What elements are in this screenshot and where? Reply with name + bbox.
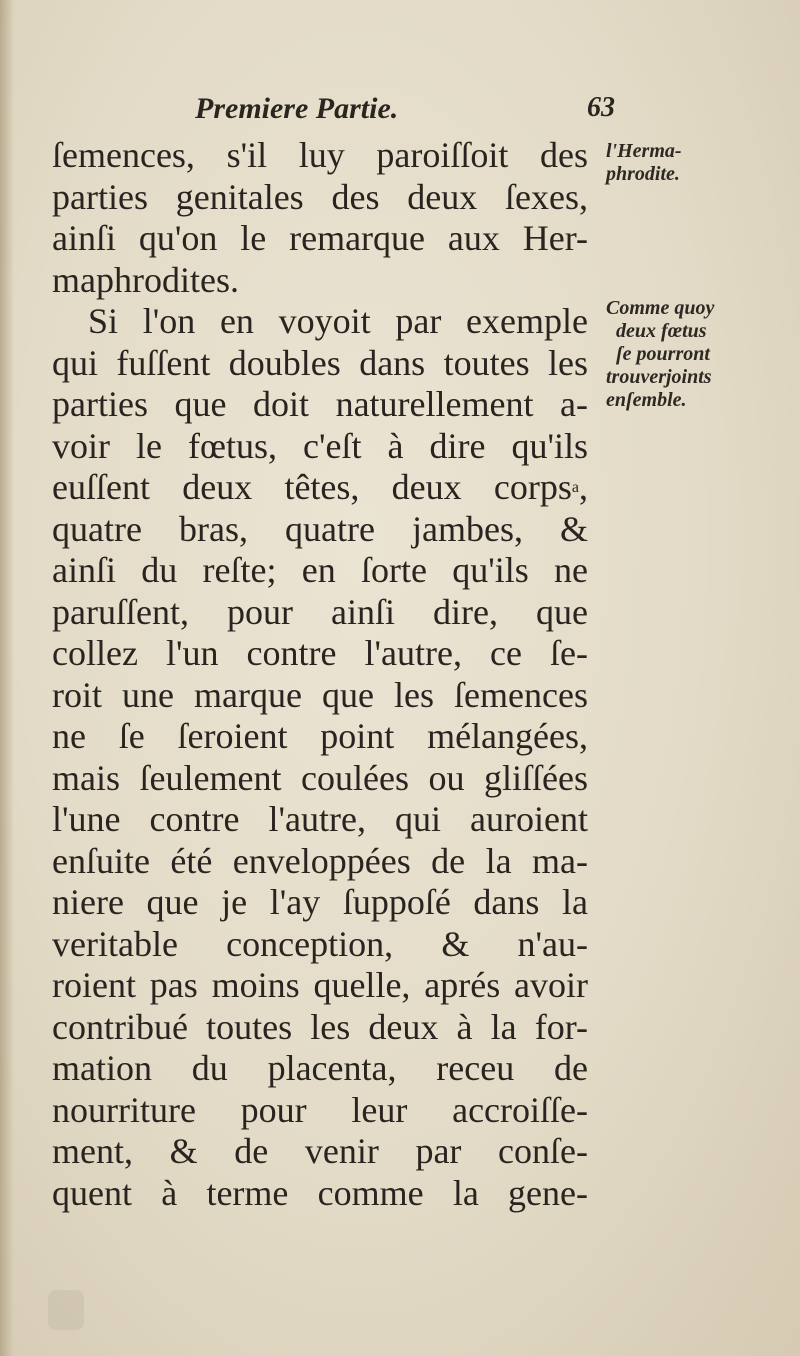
margin-note-twins [606, 297, 796, 412]
text-line: enſuite été enveloppées de la ma- [52, 840, 588, 881]
text-line: quent à terme comme la gene- [52, 1172, 588, 1213]
text-line: ſemences, s'il luy paroiſſoit des [52, 135, 588, 175]
margin-note-line: trouverjoints [606, 366, 712, 388]
text-line: qui fuſſent doubles dans toutes les [52, 342, 588, 383]
margin-note-hermaphrodite [606, 140, 796, 186]
text-line: l'une contre l'autre, qui auroient [52, 799, 588, 839]
text-line: Si l'on en voyoit par exemple [88, 301, 588, 341]
margin-note-line: enſemble. [606, 389, 687, 411]
text-line: paruſſent, pour ainſi dire, que [52, 591, 588, 632]
text-line: parties genitales des deux ſexes, [52, 176, 588, 217]
text-line: mais ſeulement coulées ou gliſſées [52, 757, 588, 798]
margin-note-line: phrodite. [606, 163, 680, 185]
text-line: nourriture pour leur accroiſſe- [52, 1089, 588, 1130]
text-line: niere que je l'ay ſuppoſé dans la [52, 882, 588, 922]
margin-note-line: Comme quoy [606, 297, 715, 319]
text-line: roit une marque que les ſemences [52, 674, 588, 715]
text-line: maphrodites. [52, 259, 239, 300]
text-line: ment, & de venir par conſe- [52, 1131, 588, 1171]
body-text [52, 135, 588, 1214]
text-line: veritable conception, & n'au- [52, 923, 588, 964]
margin-note-line: l'Herma- [606, 140, 682, 162]
margin-note-line: ſe pourront [616, 343, 710, 365]
footnote-mark: a [571, 479, 579, 496]
text-line: quatre bras, quatre jambes, & [52, 508, 588, 549]
text-line: contribué toutes les deux à la for- [52, 1006, 588, 1047]
page-number: 63 [587, 92, 615, 123]
running-head [195, 92, 615, 132]
page-gutter-shadow [0, 0, 14, 1356]
text-line: ainſi du reſte; en ſorte qu'ils ne [52, 550, 588, 590]
text-line: parties que doit naturellement a- [52, 384, 588, 424]
paper-stain [48, 1290, 84, 1330]
text-line-content: euſſent deux têtes, deux corps [52, 467, 572, 507]
text-line: ne ſe ſeroient point mélangées, [52, 716, 588, 756]
running-head-title: Premiere Partie. [195, 92, 399, 125]
text-line: voir le fœtus, c'eſt à dire qu'ils [52, 425, 588, 466]
text-line: mation du placenta, receu de [52, 1048, 588, 1088]
text-line: collez l'un contre l'autre, ce ſe- [52, 633, 588, 673]
text-line-with-footnote: euſſent deux têtes, deux corps$^a$, [52, 467, 588, 507]
text-line: roient pas moins quelle, aprés avoir [52, 965, 588, 1005]
text-line: ainſi qu'on le remarque aux Her- [52, 218, 588, 258]
margin-note-line: deux fœtus [616, 320, 707, 342]
